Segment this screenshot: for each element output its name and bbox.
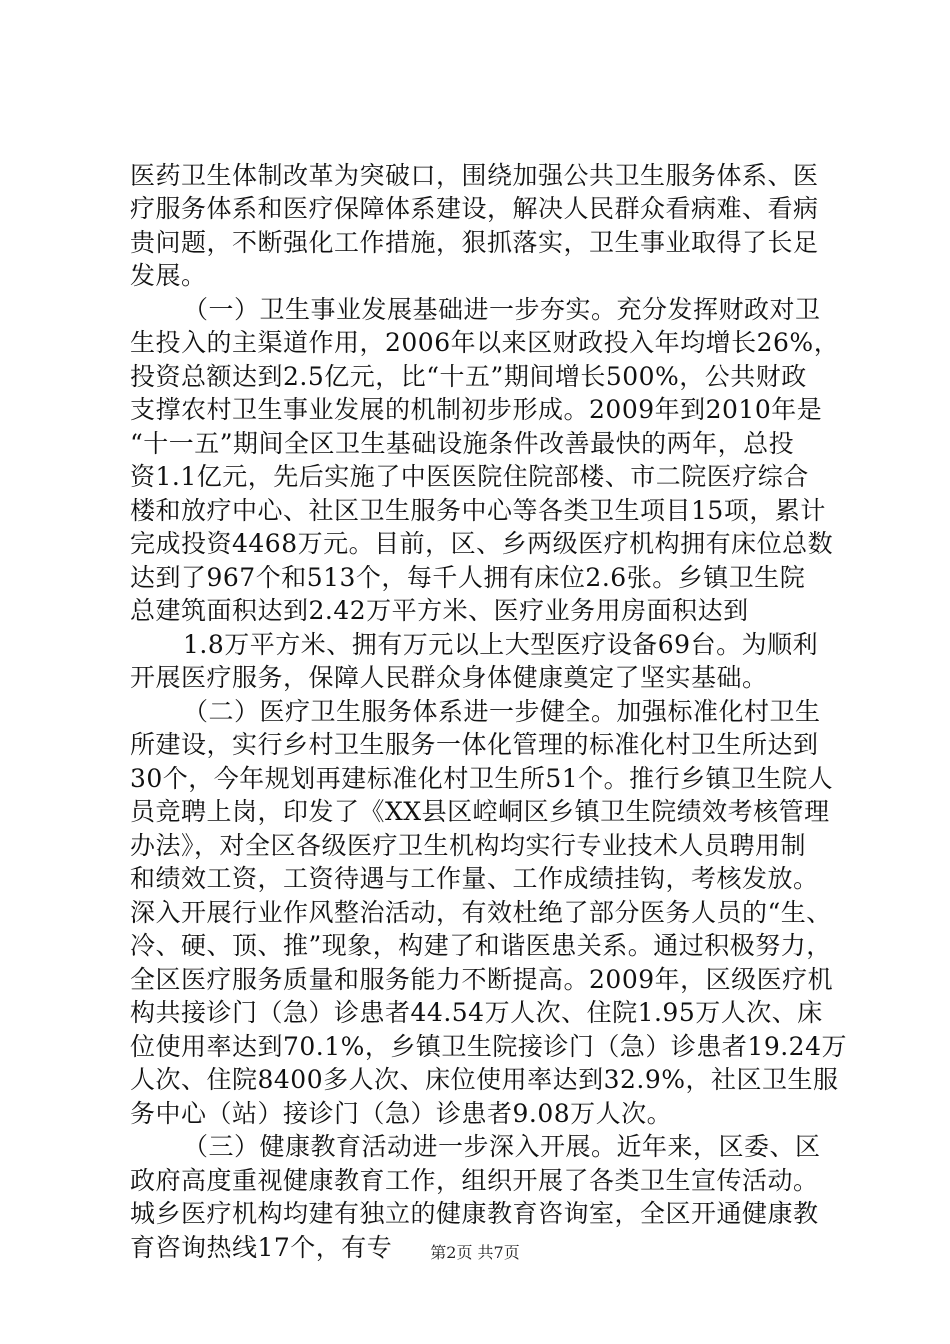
text-line: 所建设，实行乡村卫生服务一体化管理的标准化村卫生所达到: [130, 730, 819, 759]
text-line: 全区医疗服务质量和服务能力不断提高。2009年，区级医疗机: [130, 965, 834, 994]
text-line: 务中心（站）接诊门（急）诊患者9.08万人次。: [130, 1099, 673, 1128]
text-line: 投资总额达到2.5亿元，比“十五”期间增长500%，公共财政: [130, 362, 807, 391]
text-line: 开展医疗服务，保障人民群众身体健康奠定了坚实基础。: [130, 663, 768, 692]
text-line: 政府高度重视健康教育工作，组织开展了各类卫生宣传活动。: [130, 1166, 819, 1195]
text-line: 生投入的主渠道作用，2006年以来区财政投入年均增长26%，: [130, 328, 840, 357]
text-line: 育咨询热线17个，有专: [130, 1233, 393, 1262]
text-line: 发展。: [130, 261, 207, 290]
text-line: 城乡医疗机构均建有独立的健康教育咨询室，全区开通健康教: [130, 1199, 819, 1228]
text-line: 医药卫生体制改革为突破口，围绕加强公共卫生服务体系、医: [130, 161, 819, 190]
text-line: 贵问题，不断强化工作措施，狠抓落实，卫生事业取得了长足: [130, 228, 819, 257]
text-line: 构共接诊门（急）诊患者44.54万人次、住院1.95万人次、床: [130, 998, 823, 1027]
text-line: 完成投资4468万元。目前，区、乡两级医疗机构拥有床位总数: [130, 529, 834, 558]
text-line: 办法》，对全区各级医疗卫生机构均实行专业技术人员聘用制: [130, 831, 807, 860]
text-line: “十一五”期间全区卫生基础设施条件改善最快的两年，总投: [130, 429, 795, 458]
text-line: 和绩效工资，工资待遇与工作量、工作成绩挂钩，考核发放。: [130, 864, 819, 893]
text-line: 总建筑面积达到2.42万平方米、医疗业务用房面积达到: [130, 596, 749, 625]
text-line: 深入开展行业作风整治活动，有效杜绝了部分医务人员的“生、: [130, 898, 832, 927]
paragraph-start-line: （一）卫生事业发展基础进一步夯实。充分发挥财政对卫: [183, 295, 821, 324]
text-line: 员竞聘上岗，印发了《XX县区崆峒区乡镇卫生院绩效考核管理: [130, 797, 830, 826]
text-line: 冷、硬、顶、推”现象，构建了和谐医患关系。通过积极努力，: [130, 931, 832, 960]
text-line: 楼和放疗中心、社区卫生服务中心等各类卫生项目15项，累计: [130, 496, 826, 525]
text-line: 位使用率达到70.1%，乡镇卫生院接诊门（急）诊患者19.24万: [130, 1032, 847, 1061]
text-line: 支撑农村卫生事业发展的机制初步形成。2009年到2010年是: [130, 395, 823, 424]
paragraph-start-line: （二）医疗卫生服务体系进一步健全。加强标准化村卫生: [183, 697, 821, 726]
text-line: 资1.1亿元，先后实施了中医医院住院部楼、市二院医疗综合: [130, 462, 809, 491]
text-line: 人次、住院8400多人次、床位使用率达到32.9%，社区卫生服: [130, 1065, 839, 1094]
text-line: 30个，今年规划再建标准化村卫生所51个。推行乡镇卫生院人: [130, 764, 834, 793]
indented-line: 1.8万平方米、拥有万元以上大型医疗设备69台。为顺利: [183, 630, 819, 659]
text-line: 疗服务体系和医疗保障体系建设，解决人民群众看病难、看病: [130, 194, 819, 223]
paragraph-start-line: （三）健康教育活动进一步深入开展。近年来，区委、区: [183, 1132, 821, 1161]
page-footer: 第2页 共7页: [430, 1243, 520, 1262]
text-line: 达到了967个和513个，每千人拥有床位2.6张。乡镇卫生院: [130, 563, 806, 592]
